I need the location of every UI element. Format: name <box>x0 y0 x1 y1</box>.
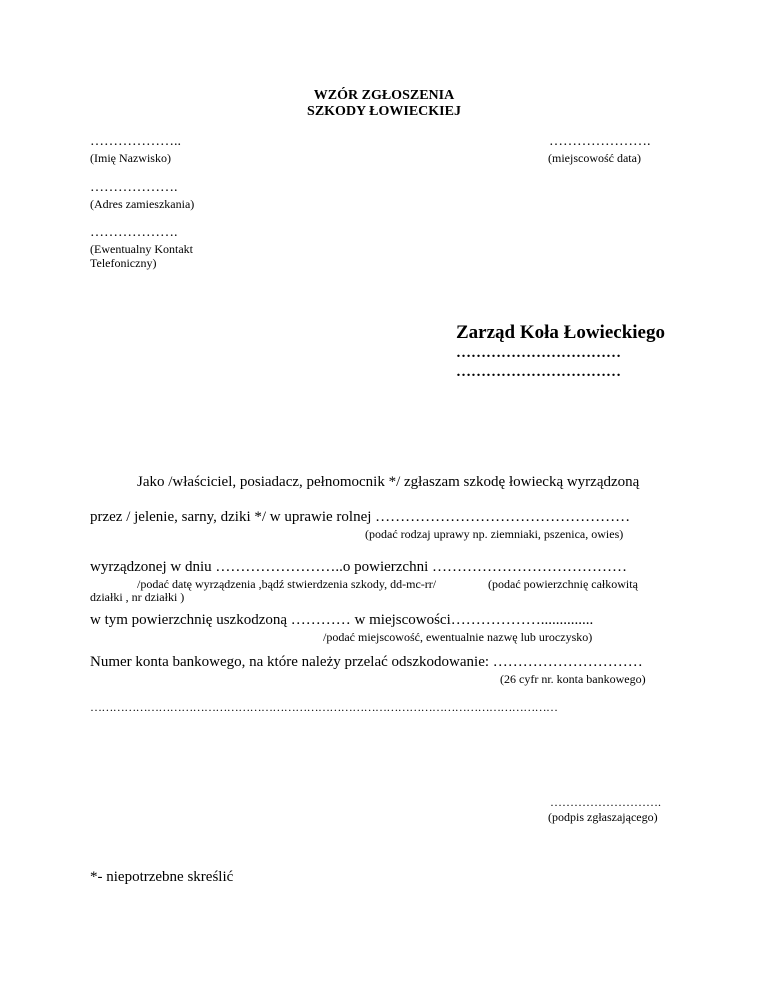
body-line-2: przez / jelenie, sarny, dziki */ w uprawie rolnej …………………………………………… <box>90 509 631 525</box>
phone-dots: ………………. <box>90 225 178 240</box>
place-date-label: (miejscowość data) <box>548 151 641 165</box>
body-line-4: w tym powierzchnię uszkodzoną ………… w miejscowości……………….............. <box>90 612 594 628</box>
name-dots: ……………….. <box>90 134 181 149</box>
signature-dots: ………………………. <box>550 795 661 809</box>
hint-bank-account: (26 cyfr nr. konta bankowego) <box>500 672 646 686</box>
addressee-dots-1: …………………………… <box>456 345 621 361</box>
title-line-1: WZÓR ZGŁOSZENIA <box>313 88 455 103</box>
addressee-dots-2: …………………………… <box>456 364 621 380</box>
name-label: (Imię Nazwisko) <box>90 151 171 165</box>
hint-crop-type: (podać rodzaj uprawy np. ziemniaki, pszenica, owies) <box>365 527 624 541</box>
address-label: (Adres zamieszkania) <box>90 197 195 211</box>
hint-locality: /podać miejscowość, ewentualnie nazwę lub uroczysko) <box>323 630 593 644</box>
hint-plot-number: działki , nr działki ) <box>90 590 185 604</box>
title-line-2: SZKODY ŁOWIECKIEJ <box>307 104 461 119</box>
address-dots: ………………. <box>90 180 178 195</box>
hint-total-area: (podać powierzchnię całkowitą <box>488 577 638 591</box>
body-line-1: Jako /właściciel, posiadacz, pełnomocnik */ zgłaszam szkodę łowiecką wyrządzoną <box>137 474 640 490</box>
body-line-3: wyrządzonej w dniu ……………………..o powierzchni ………………………………… <box>90 559 628 575</box>
body-line-6-dots: …………………………………………………………………………………………………………… <box>90 700 558 714</box>
body-line-5: Numer konta bankowego, na które należy przelać odszkodowanie: ………………………… <box>90 654 643 670</box>
footnote: *- niepotrzebne skreślić <box>90 869 234 885</box>
phone-label-line-1: (Ewentualny Kontakt <box>90 242 193 256</box>
hint-damage-date: /podać datę wyrządzenia ,bądź stwierdzenia szkody, dd-mc-rr/ <box>137 577 437 591</box>
signature-label: (podpis zgłaszającego) <box>548 810 658 824</box>
place-date-dots: …………………. <box>549 134 651 149</box>
phone-label-line-2: Telefoniczny) <box>90 256 157 270</box>
addressee-name: Zarząd Koła Łowieckiego <box>456 322 665 343</box>
